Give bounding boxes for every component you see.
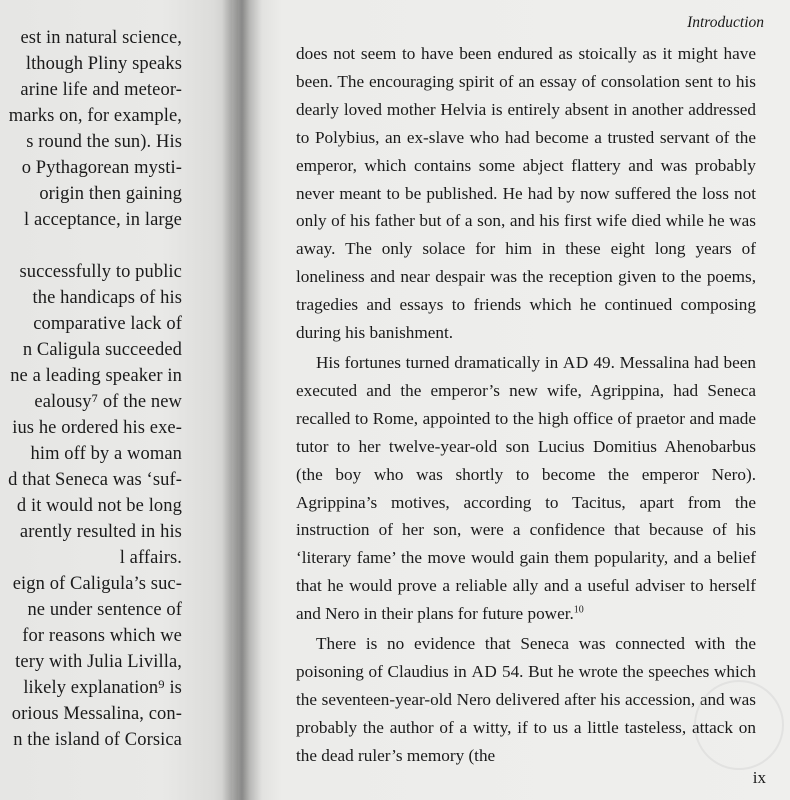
left-page-line: d it would not be long — [16, 496, 182, 516]
left-page-line: for reasons which we — [22, 626, 182, 646]
left-page-line: l acceptance, in large — [24, 210, 182, 230]
left-page-line: l affairs. — [119, 548, 182, 568]
left-page-line: n Caligula succeeded — [22, 340, 182, 360]
left-page-line: the handicaps of his — [32, 288, 182, 308]
left-page-line: arently resulted in his — [19, 522, 182, 542]
running-head: Introduction — [687, 14, 764, 31]
left-page-line: tery with Julia Livilla, — [15, 652, 182, 672]
left-page-line: likely explanation⁹ is — [23, 678, 182, 698]
page-number: ix — [752, 768, 766, 787]
left-page-line: arine life and meteor- — [20, 80, 182, 100]
left-page-line: successfully to public — [19, 262, 182, 282]
left-page-line: orious Messalina, con- — [11, 704, 182, 724]
left-page-line: origin then gaining — [39, 184, 182, 204]
left-page-line: marks on, for example, — [8, 106, 182, 126]
paragraph-3: There is no evidence that Seneca was connected with the poisoning of Claudius in AD 54. But he wrote the speeches which the seventeen-year-old Nero delivered after his accession, and was probably the author of a witty, if to us a little tasteless, attack on the dead ruler’s memory (the — [296, 634, 756, 765]
left-page-line: eign of Caligula’s suc- — [12, 574, 182, 594]
right-page — [238, 0, 790, 800]
left-page-line: n the island of Corsica — [13, 730, 182, 750]
left-page-line: ne under sentence of — [27, 600, 182, 620]
left-page-line: d that Seneca was ‘suf- — [8, 470, 182, 490]
left-page-line: ealousy⁷ of the new — [34, 392, 182, 412]
left-page-line: ius he ordered his exe- — [12, 418, 182, 438]
era-marker: AD — [562, 352, 589, 372]
watermark-seal — [694, 680, 784, 770]
body-text — [296, 40, 756, 770]
footnote-ref[interactable]: 10 — [573, 604, 584, 616]
left-page-line: him off by a woman — [30, 444, 182, 464]
left-page-line: ne a leading speaker in — [10, 366, 182, 386]
paragraph-2: His fortunes turned dramatically in AD 49. Messalina had been executed and the emperor’s new wife, Agrippina, had Seneca recalled to Rome, appointed to the high office of praetor and made tutor to her twelve-year-old son Lucius Domitius Ahenobarbus (the boy who was shortly to become the emperor Nero). Agrippina’s motives, according to Tacitus, apart from the instruction of her son, were a confidence that because of his ‘literary fame’ the move would gain them popularity, and a belief that he would prove a reliable ally and a useful adviser to herself and Nero in their plans for future power.$^{10}$ — [296, 352, 756, 624]
left-page-line: lthough Pliny speaks — [25, 54, 182, 74]
era-marker: AD — [471, 661, 498, 681]
left-page-line: o Pythagorean mysti- — [21, 158, 182, 178]
left-page — [0, 0, 232, 800]
paragraph-1: does not seem to have been endured as stoically as it might have been. The encouraging spirit of an essay of consolation sent to his dearly loved mother Helvia is entirely absent in another addressed to Polybius, an ex-slave who had become a trusted servant of the emperor, which contains some abject flattery and was probably never meant to be published. He had by now suffered the loss not only of his father but of a son, and his first wife died while he was away. The only solace for him in these eight long years of loneliness and near despair was the reception given to the poems, tragedies and essays to friends which he continued composing during his banishment. — [296, 44, 756, 343]
left-page-line: est in natural science, — [20, 28, 182, 48]
left-page-line: comparative lack of — [33, 314, 182, 334]
left-page-line: s round the sun). His — [26, 132, 182, 152]
